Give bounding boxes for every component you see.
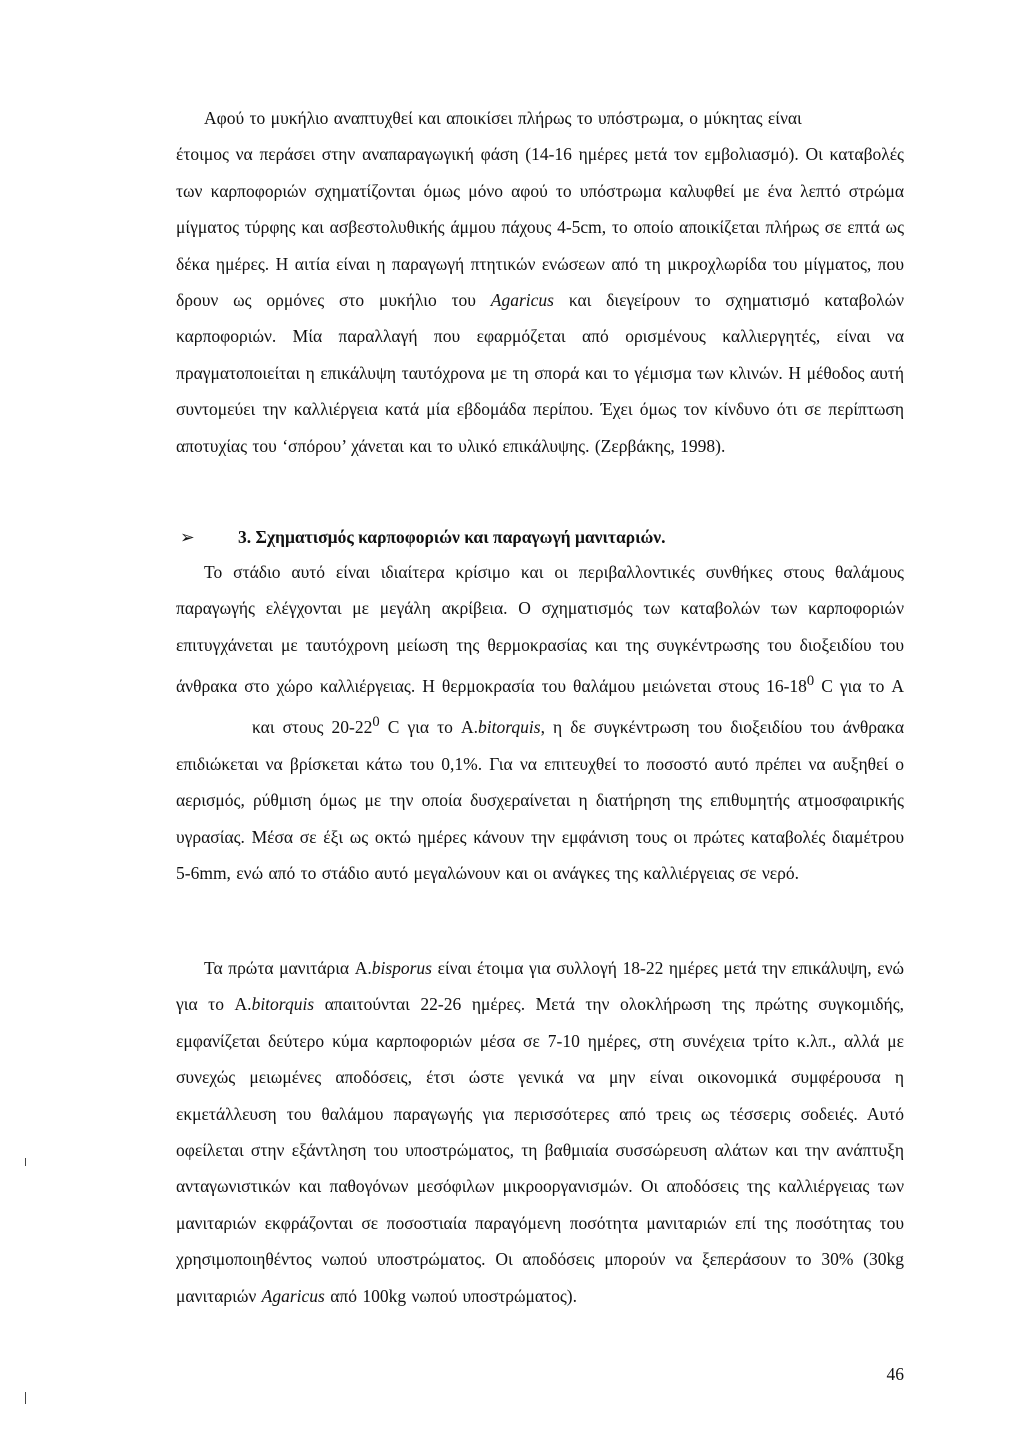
- paragraph-harvest-yields: [176, 950, 904, 1314]
- section-title: Σχηματισμός καρποφοριών και παραγωγή μανιταριών.: [255, 527, 666, 547]
- paragraph-text: Τα πρώτα μανιτάρια A.: [204, 958, 372, 978]
- section-number: 3.: [238, 527, 252, 547]
- species-name: bitorquis: [251, 994, 315, 1015]
- paragraph-text: από 100kg νωπού υποστρώματος).: [330, 1285, 577, 1306]
- paragraph-mycelium-colonization: [176, 100, 904, 464]
- paragraph-text: έτοιμος να περάσει στην αναπαραγωγική φάση (14-16 ημέρες μετά τον εμβολιασμό). Οι καταβολές των καρποφοριών σχηματίζονται όμως μόνο αφού το υπόστρωμα καλυφθεί με ένα λεπτό στρώμα μίγματος τύρφης και ασβεστολυθικής άμμου πάχους 4-5cm, το οποίο αποικίζεται πλήρως σε επτά ως δέκα ημέρες. Η αιτία είναι η παραγωγή πτητικών ενώσεων από τη μικροχλωρίδα του μίγματος, που δρουν ως ορμόνες στο μυκήλιο του: [176, 144, 904, 311]
- paragraph-lead-line: Αφού το μυκήλιο αναπτυχθεί και αποικίσει πλήρως το υπόστρωμα, ο μύκητας είναι: [204, 108, 802, 128]
- paragraph-text: είναι έτοιμα για συλλογή 18-22 ημέρες μετά την επικάλυψη, ενώ για το A.: [176, 958, 905, 1015]
- scan-margin-mark: [25, 1158, 26, 1166]
- page-number: 46: [886, 1364, 904, 1384]
- section-heading: [176, 519, 904, 555]
- arrow-bullet-icon: ➢: [180, 527, 195, 547]
- paragraph-text: , η δε συγκέντρωση του διοξειδίου του άνθρακα επιδιώκεται να βρίσκεται κάτω του 0,1%. Για να επιτευχθεί το ποσοστό αυτό πρέπει να αυξηθεί ο αερισμός, ρύθμιση όμως με την οποία δυσχεραίνεται η διατήρηση της επιθυμητής ατμοσφαιρικής υγρασίας. Μέσα σε έξι ως οκτώ ημέρες κάνουν την εμφάνιση τους οι πρώτες καταβολές διαμέτρου 5-6mm, ενώ από το στάδιο αυτό μεγαλώνουν και οι ανάγκες της καλλιέργειας σε νερό.: [176, 717, 904, 883]
- paragraph-text: απαιτούνται 22-26 ημέρες. Μετά την ολοκλήρωση της πρώτης συγκομιδής, εμφανίζεται δεύτερο κύμα καρποφοριών μέσα σε 7-10 ημέρες, στη συνέχεια τρίτο κ.λπ., αλλά με συνεχώς μειωμένες αποδόσεις, έτσι ώστε γενικά να μην είναι οικονομικά συμφέρουσα η εκμετάλλευση του θαλάμου παραγωγής για περισσότερες από τρεις ως τέσσερις σοδειές. Αυτό οφείλεται στην εξάντληση του υποστρώματος, τη βαθμιαία συσσώρευση αλάτων και την ανάπτυξη ανταγωνιστικών και παθογόνων μεσόφιλων μικροοργανισμών. Οι αποδόσεις της καλλιέργειας των μανιταριών εκφράζονται σε ποσοστιαία παραγόμενη ποσότητα μανιταριών επί της ποσότητας του χρησιμοποιηθέντος νωπού υποστρώματος. Οι αποδόσεις μπορούν να ξεπεράσουν το 30% (30kg μανιταριών: [176, 994, 905, 1306]
- species-name: bisporus: [371, 958, 432, 978]
- species-name: Agaricus: [261, 1285, 325, 1306]
- scan-margin-mark: [25, 1392, 26, 1404]
- paragraph-text: και στους 20-22: [252, 717, 373, 738]
- degree-superscript: 0: [372, 714, 380, 731]
- paragraph-text: Το στάδιο αυτό είναι ιδιαίτερα κρίσιμο και οι περιβαλλοντικές συνθήκες στους θαλάμους παραγωγής ελέγχονται με μεγάλη ακρίβεια. Ο σχηματισμός των καταβολών των καρποφοριών επιτυγχάνεται με ταυτόχρονη μείωση της θερμοκρασίας και της συγκέντρωσης του διοξειδίου του άνθρακα στο χώρο καλλιέργειας. Η θερμοκρασία του θαλάμου μειώνεται στους 16-18: [176, 562, 904, 697]
- species-name: Agaricus: [490, 290, 554, 311]
- species-name: bitorquis: [478, 717, 541, 738]
- paragraph-fruiting-conditions: [176, 554, 904, 891]
- paragraph-text: C για το A: [821, 676, 905, 697]
- degree-superscript: 0: [806, 673, 815, 690]
- paragraph-text: και διεγείρουν το σχηματισμό καταβολών καρποφοριών. Μία παραλλαγή που εφαρμόζεται από ορισμένους καλλιεργητές, είναι να πραγματοποιείται η επικάλυψη ταυτόχρονα με τη σπορά και το γέμισμα των κλινών. Η μέθοδος αυτή συντομεύει την καλλιέργεια κατά μία εβδομάδα περίπου. Έχει όμως τον κίνδυνο ότι σε περίπτωση αποτυχίας του ‘σπόρου’ χάνεται και το υλικό επικάλυψης. (Ζερβάκης, 1998).: [176, 290, 905, 456]
- paragraph-text: C για το A.: [387, 717, 478, 738]
